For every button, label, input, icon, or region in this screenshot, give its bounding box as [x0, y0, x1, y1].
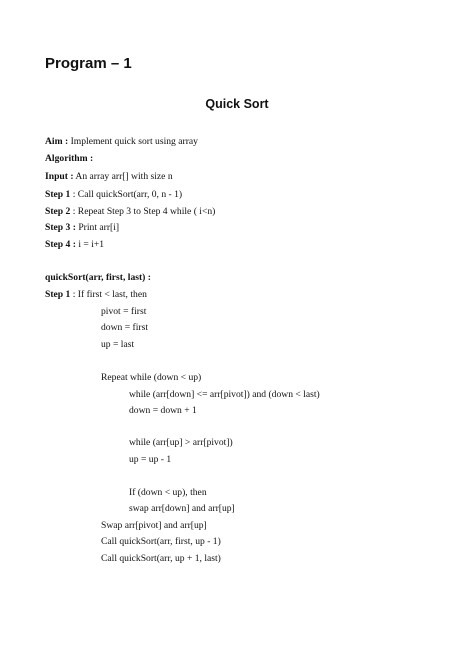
- function-heading-text: quickSort(arr, first, last) :: [45, 272, 151, 283]
- code-line: Call quickSort(arr, up + 1, last): [101, 553, 221, 564]
- step-line: [45, 189, 182, 201]
- step-text: : Call quickSort(arr, 0, n - 1): [70, 189, 183, 200]
- step-line: [45, 206, 215, 218]
- algorithm-label: Algorithm :: [45, 153, 94, 164]
- code-line: up = last: [101, 339, 135, 350]
- aim-label: Aim :: [45, 136, 69, 147]
- code-line: pivot = first: [101, 306, 147, 317]
- function-step-line: [45, 289, 147, 301]
- code-line: If (down < up), then: [129, 487, 207, 498]
- function-step-label: Step 1: [45, 289, 71, 300]
- input-text: An array arr[] with size n: [73, 171, 173, 182]
- input-line: [45, 171, 173, 183]
- function-step-text: : If first < last, then: [70, 289, 147, 300]
- code-line: Swap arr[pivot] and arr[up]: [101, 520, 207, 531]
- step-text: i = i+1: [75, 239, 105, 250]
- page-subtitle: Quick Sort: [205, 97, 269, 111]
- code-line: Repeat while (down < up): [101, 372, 202, 383]
- algorithm-heading: [45, 153, 93, 165]
- code-line: while (arr[down] <= arr[pivot]) and (down < last): [129, 389, 320, 400]
- step-label: Step 4 :: [45, 239, 76, 250]
- step-text: : Repeat Step 3 to Step 4 while ( i<n): [70, 206, 216, 217]
- step-label: Step 1: [45, 189, 71, 200]
- code-line: swap arr[down] and arr[up]: [129, 503, 235, 514]
- code-line: Call quickSort(arr, first, up - 1): [101, 536, 221, 547]
- function-heading: [45, 272, 151, 284]
- code-line: down = down + 1: [129, 405, 197, 416]
- step-line: [45, 222, 119, 234]
- page-title: Program – 1: [45, 55, 132, 72]
- step-text: Print arr[i]: [75, 222, 120, 233]
- code-line: up = up - 1: [129, 454, 172, 465]
- step-line: [45, 239, 104, 251]
- code-line: while (arr[up] > arr[pivot]): [129, 437, 233, 448]
- input-label: Input :: [45, 171, 74, 182]
- code-line: down = first: [101, 322, 148, 333]
- aim-text: Implement quick sort using array: [68, 136, 198, 147]
- step-label: Step 3 :: [45, 222, 76, 233]
- step-label: Step 2: [45, 206, 71, 217]
- aim-line: [45, 136, 198, 148]
